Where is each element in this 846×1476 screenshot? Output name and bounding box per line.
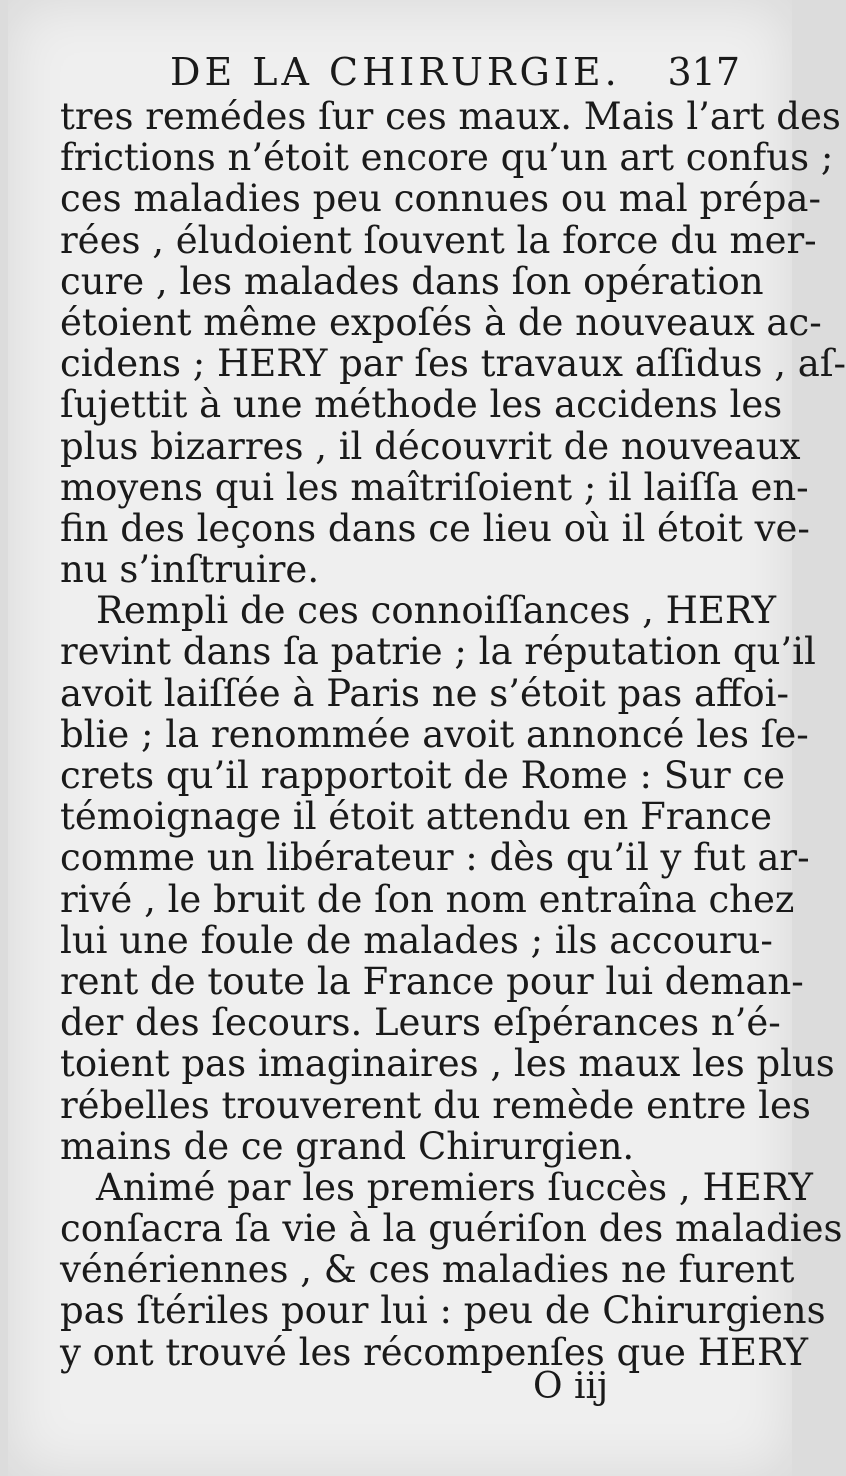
paragraph <box>60 589 835 1168</box>
paragraph <box>60 95 846 592</box>
text-line: toient pas imaginaires , les maux les plus <box>60 1042 835 1086</box>
text-line: fin des leçons dans ce lieu où il étoit ve- <box>60 506 810 550</box>
text-line: rébelles trouverent du remède entre les <box>60 1083 811 1127</box>
text-line: moyens qui les maîtriſoient ; il laiſſa en- <box>60 465 809 509</box>
body-text <box>60 95 846 1374</box>
text-line: rent de toute la France pour lui deman- <box>60 959 804 1003</box>
signature-mark: O iij <box>533 1366 609 1407</box>
text-line: ſujettit à une méthode les accidens les <box>60 383 783 427</box>
text-line: mains de ce grand Chirurgien. <box>60 1124 635 1168</box>
text-line: rivé , le bruit de ſon nom entraîna chez <box>60 877 795 921</box>
paragraph <box>60 1165 843 1374</box>
text-line: étoient même expoſés à de nouveaux ac- <box>60 300 822 344</box>
text-line: frictions n’étoit encore qu’un art confus ; <box>60 136 834 180</box>
text-line: pas ſtériles pour lui : peu de Chirurgiens <box>60 1289 826 1333</box>
running-head: DE LA CHIRURGIE. <box>170 50 621 94</box>
text-line: rées , éludoient ſouvent la force du mer- <box>60 218 817 262</box>
text-line: nu s’inſtruire. <box>60 548 320 592</box>
text-line: avoit laiſſée à Paris ne s’étoit pas affoi- <box>60 671 789 715</box>
text-line: revint dans ſa patrie ; la réputation qu’il <box>60 630 816 674</box>
text-line: cure , les malades dans ſon opération <box>60 259 764 303</box>
text-line: tres remédes ſur ces maux. Mais l’art des <box>60 95 841 138</box>
text-line: témoignage il étoit attendu en France <box>60 795 772 839</box>
text-line: crets qu’il rapportoit de Rome : Sur ce <box>60 754 786 797</box>
page-number: 317 <box>667 50 740 94</box>
text-line: y ont trouvé les récompenſes que HERY <box>60 1330 809 1374</box>
book-page <box>8 0 846 1476</box>
text-line: Animé par les premiers ſuccès , HERY <box>96 1165 813 1209</box>
text-line: der des ſecours. Leurs eſpérances n’é- <box>60 1001 781 1045</box>
text-line: cidens ; HERY par ſes travaux aſſidus , aſ- <box>60 342 846 386</box>
text-line: blie ; la renommée avoit annoncé les ſe- <box>60 712 809 756</box>
text-line: lui une foule de malades ; ils accouru- <box>60 918 773 962</box>
page-header <box>60 50 750 100</box>
text-line: ces maladies peu connues ou mal prépa- <box>60 177 821 221</box>
text-line: conſacra ſa vie à la guériſon des maladies <box>60 1207 843 1251</box>
text-line: vénériennes , & ces maladies ne furent <box>60 1248 795 1292</box>
text-line: Rempli de ces connoiſſances , HERY <box>96 589 777 633</box>
text-line: comme un libérateur : dès qu’il y fut ar- <box>60 836 810 880</box>
text-line: plus bizarres , il découvrit de nouveaux <box>60 424 801 468</box>
